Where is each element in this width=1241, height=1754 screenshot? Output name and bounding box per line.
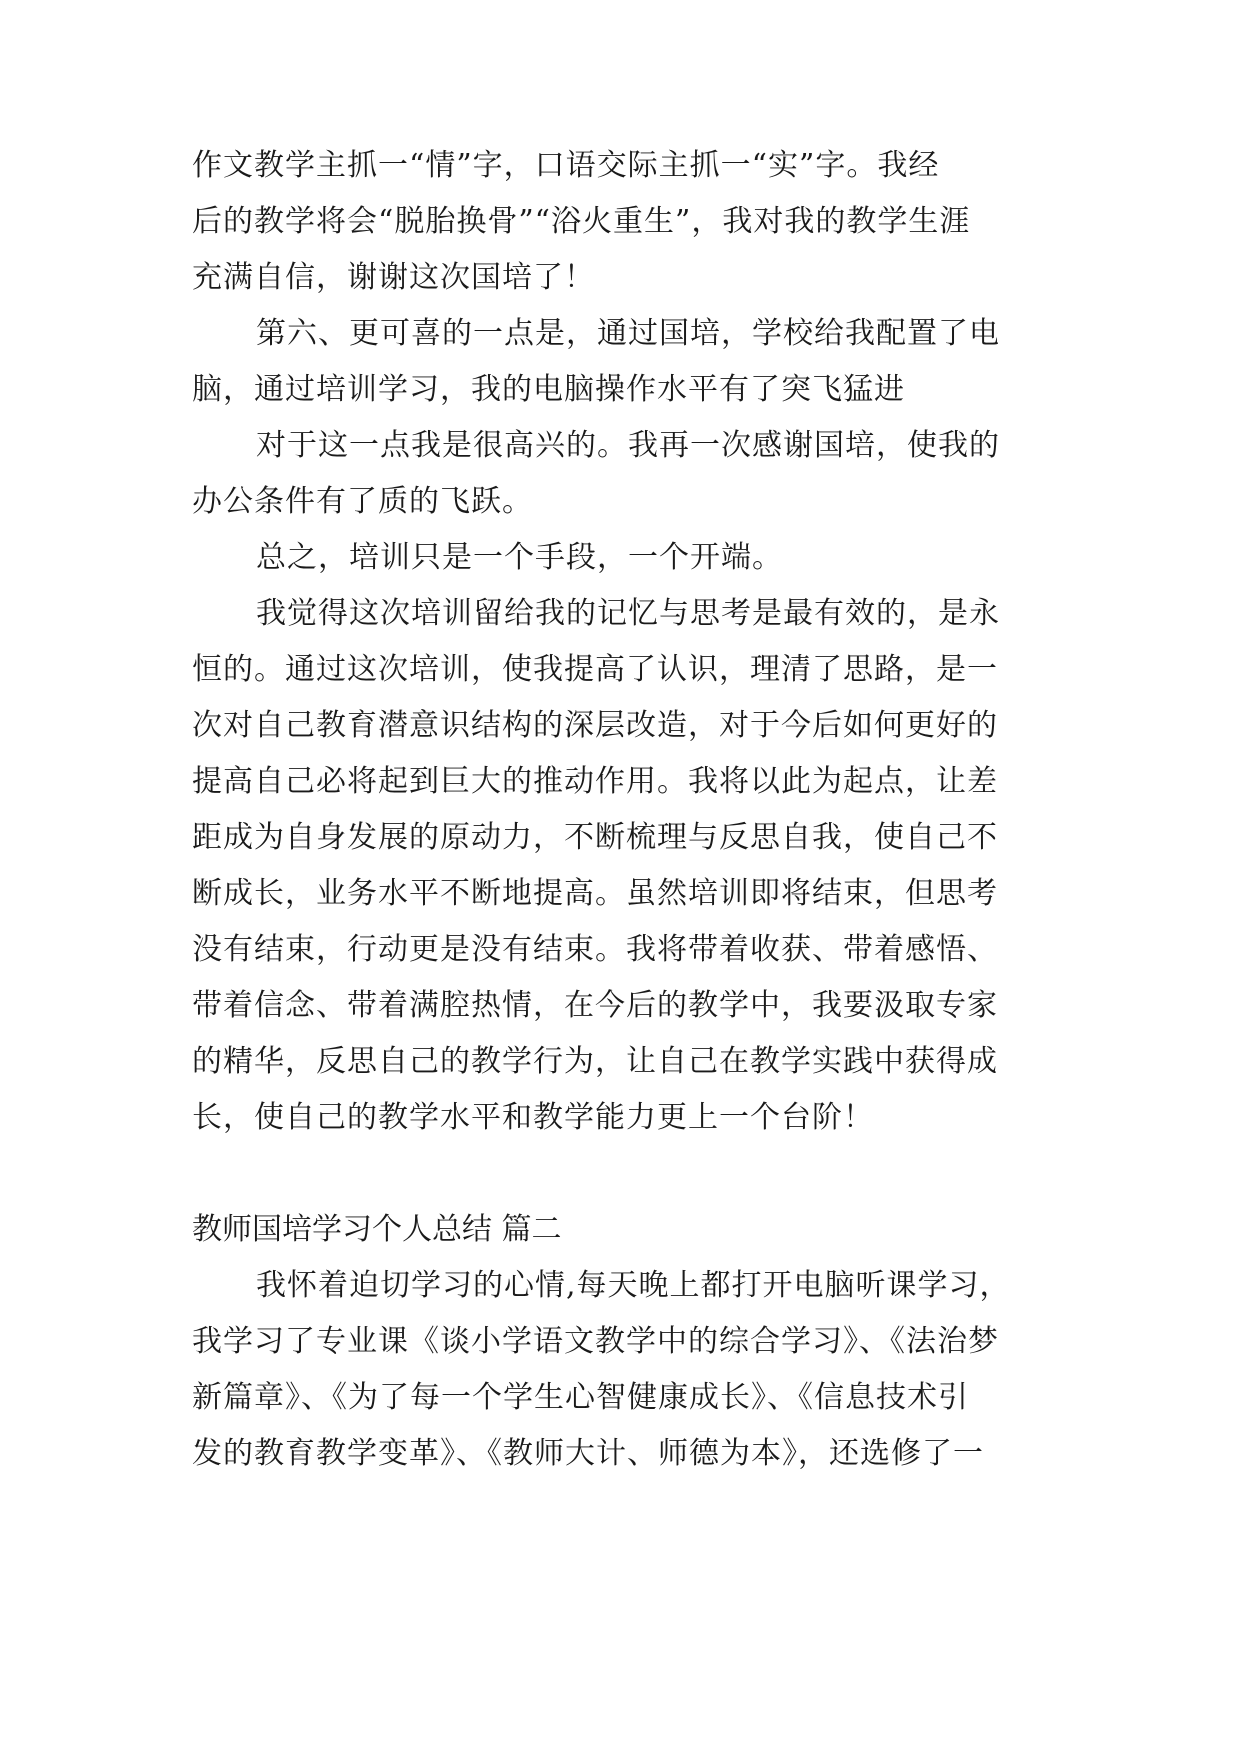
text-line: 我觉得这次培训留给我的记忆与思考是最有效的，是永 — [256, 596, 1000, 631]
text-line: 长，使自己的教学水平和教学能力更上一个台阶！ — [192, 1100, 874, 1135]
text-line: 对于这一点我是很高兴的。我再一次感谢国培，使我的 — [256, 428, 1000, 463]
text-line: 断成长，业务水平不断地提高。虽然培训即将结束，但思考 — [192, 876, 998, 911]
text-line: 脑，通过培训学习，我的电脑操作水平有了突飞猛进 — [192, 372, 905, 407]
text-line: 充满自信，谢谢这次国培了！ — [192, 260, 595, 295]
text-line: 发的教育教学变革》、《教师大计、师德为本》，还选修了一 — [192, 1436, 984, 1471]
text-line: 的精华，反思自己的教学行为，让自己在教学实践中获得成 — [192, 1044, 998, 1079]
text-line: 我学习了专业课《谈小学语文教学中的综合学习》、《法治梦 — [192, 1324, 999, 1359]
text-line: 办公条件有了质的飞跃。 — [192, 484, 533, 519]
text-line: 恒的。通过这次培训，使我提高了认识，理清了思路，是一 — [192, 652, 998, 687]
text-line: 提高自己必将起到巨大的推动作用。我将以此为起点，让差 — [192, 764, 998, 799]
text-line: 次对自己教育潜意识结构的深层改造，对于今后如何更好的 — [192, 708, 998, 743]
text-line: 后的教学将会“脱胎换骨”“浴火重生”，我对我的教学生涯 — [192, 204, 971, 239]
text-line: 我怀着迫切学习的心情,每天晚上都打开电脑听课学习， — [256, 1268, 1011, 1303]
text-line: 带着信念、带着满腔热情，在今后的教学中，我要汲取专家 — [192, 988, 998, 1023]
text-line: 第六、更可喜的一点是，通过国培，学校给我配置了电 — [256, 316, 1000, 351]
text-line: 作文教学主抓一“情”字，口语交际主抓一“实”字。我经 — [192, 148, 940, 183]
text-line: 距成为自身发展的原动力，不断梳理与反思自我，使自己不 — [192, 820, 998, 855]
text-line: 新篇章》、《为了每一个学生心智健康成长》、《信息技术引 — [192, 1380, 969, 1415]
section-heading: 教师国培学习个人总结 篇二 — [192, 1212, 562, 1247]
text-line: 没有结束，行动更是没有结束。我将带着收获、带着感悟、 — [192, 932, 998, 967]
text-line: 总之，培训只是一个手段，一个开端。 — [256, 540, 783, 575]
